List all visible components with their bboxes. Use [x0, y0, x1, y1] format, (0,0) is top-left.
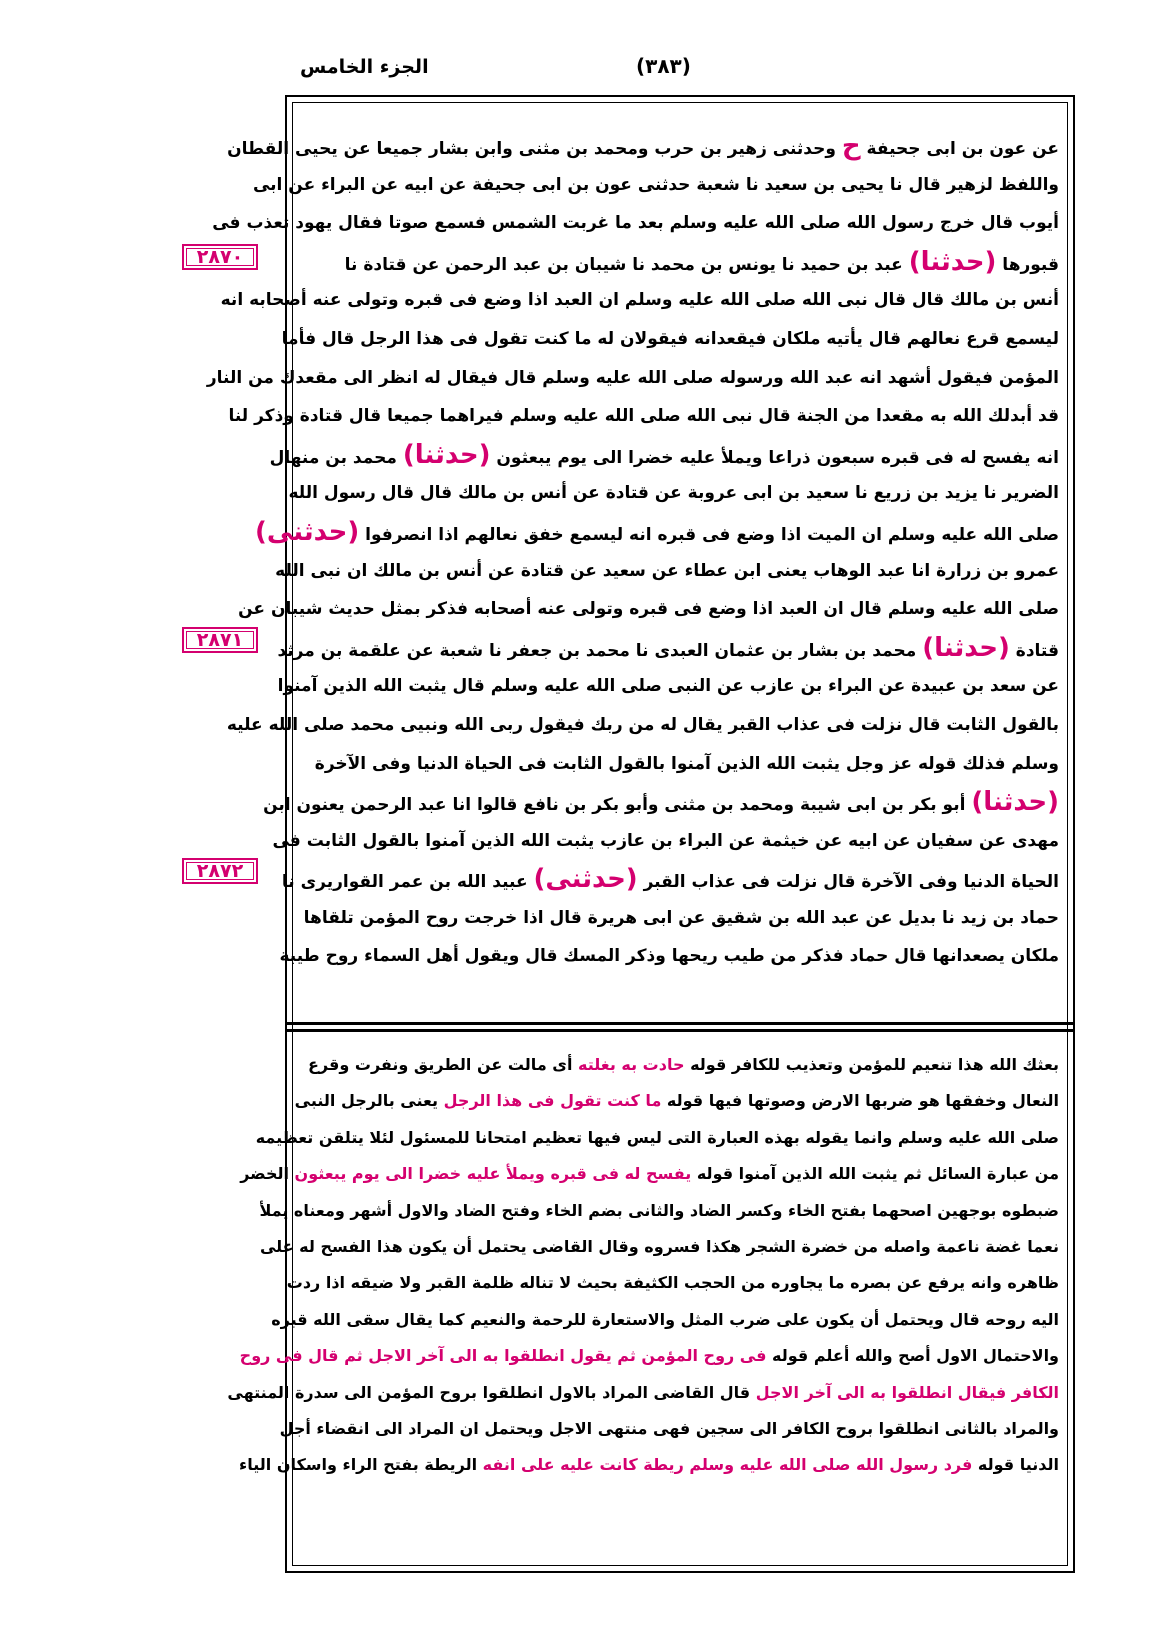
text-segment: واللفظ لزھیر قال نا یحیی بن سعید نا شعبة حدثنی عون بن ابی جحیفة عن ابیه عن البراء عن ابی: [252, 174, 1059, 195]
commentary-line: [259, 1229, 1059, 1265]
text-segment: الریطة بفتح الراء واسکان الیاء: [239, 1455, 483, 1475]
text-segment: عمرو بن زرارة انا عبد الوھاب یعنی ابن عطاء عن سعید عن قتادة عن أنس بن مالك ان نبی الله: [275, 560, 1059, 581]
text-segment: عن سعد بن عبیدة عن البراء بن عازب عن النبی صلی الله علیه وسلم قال یثبت الله الذین آمنوا: [277, 676, 1059, 697]
hadith-line: [272, 822, 1059, 861]
hadith-line: [277, 667, 1059, 706]
text-segment: قبورھا: [996, 254, 1059, 275]
text-segment: والمراد بالثانی انطلقوا بروح الکافر الی سجین فھی منتھی الاجل ویحتمل ان المراد الی انقضاء أجل: [279, 1418, 1059, 1438]
text-segment: الخضر: [240, 1164, 295, 1184]
commentary-line: [294, 1083, 1059, 1119]
text-segment: صلی الله علیه وسلم وانما یقوله بھذه العبارة التی لیس فیھا تعظیم امتحانا للمسئول لئلا یتلقن تعظیمه: [255, 1127, 1059, 1147]
text-segment: الیه روحه قال ویحتمل أن یکون علی ضرب المثل والاستعارة للرحمة والنعیم کما یقال سقی الله قبره: [271, 1309, 1059, 1329]
text-segment: أنس بن مالك قال قال نبی الله صلی الله علیه وسلم ان العبد اذا وضع فی قبره وتولی عنه أصحابه انه: [220, 290, 1059, 311]
narration-marker: (حدثنی): [255, 516, 360, 547]
highlighted-quote: فی روح المؤمن ثم یقول انطلقوا به الی آخر الاجل ثم قال فی روح: [239, 1346, 767, 1366]
text-segment: بالقول الثابت قال نزلت فی عذاب القبر یقال له من ربك فیقول ربی الله ونبیی محمد صلی الله علیه: [226, 714, 1059, 735]
text-segment: الدنیا قوله: [972, 1455, 1059, 1475]
text-segment: ضبطوه بوجھین اصحھما بفتح الخاء وکسر الضاد والثانی بضم الخاء وفتح الضاد والاول أشھر ومعناه یملأ: [259, 1200, 1059, 1220]
hadith-line: [255, 513, 1059, 552]
text-segment: مھدی عن سفیان عن ابیه عن خیثمة عن البراء بن عازب یثبت الله الذین آمنوا بالقول الثابت فی: [272, 830, 1059, 851]
commentary-line: [271, 1302, 1059, 1338]
header-part-title: الجزء الخامس: [300, 56, 429, 78]
section-divider: [287, 1022, 1073, 1032]
commentary-line: [259, 1193, 1059, 1229]
narration-marker: (حدثنی): [533, 864, 638, 895]
text-segment: انه یفسح له فی قبره سبعون ذراعا ویملأ علیه خضرا الی یوم یبعثون: [490, 447, 1059, 468]
text-segment: بعثك الله ھذا تنعیم للمؤمن وتعذیب للکافر قوله: [684, 1055, 1059, 1074]
text-segment: عبید الله بن عمر القواریری نا: [281, 872, 534, 893]
text-segment: قتادة: [1009, 640, 1059, 661]
text-segment: یعنی بالرجل النبی: [294, 1091, 444, 1111]
text-segment: عن عون بن ابی جحیفة: [860, 139, 1059, 159]
narration-marker: (حدثنا): [971, 787, 1059, 818]
text-segment: المؤمن فیقول أشھد انه عبد الله ورسوله صلی الله علیه وسلم قال فیقال له انظر الی مقعدك من النار: [206, 367, 1059, 388]
hadith-line: [277, 629, 1059, 668]
commentary-text-block: [227, 1047, 1059, 1484]
hadith-line: [281, 860, 1059, 899]
hadith-line: [288, 474, 1059, 513]
hadith-line: [212, 204, 1059, 243]
text-segment: قال القاضی المراد بالاول انطلقوا بروح المؤمن الی سدرة المنتھی: [227, 1382, 756, 1402]
hadith-line: [226, 706, 1059, 745]
text-segment: لیسمع قرع نعالھم قال یأتیه ملکان فیقعدانه فیقولان له ما کنت تقول فی ھذا الرجل قال فأما: [281, 328, 1059, 349]
hadith-line: [275, 552, 1059, 591]
narration-marker: (حدثنا): [402, 439, 491, 470]
text-segment: نعما غضة ناعمة واصله من خضرة الشجر ھکذا فسروه وقال القاضی یحتمل أن یکون ھذا الفسح له علی: [259, 1236, 1059, 1256]
text-segment: النعال وخفقھا ھو ضربھا الارض وصوتھا فیھا قوله: [661, 1091, 1059, 1111]
hadith-line: [206, 359, 1059, 398]
text-segment: أیوب قال خرج رسول الله صلی الله علیه وسلم بعد ما غربت الشمس فسمع صوتا فقال یھود تعذب فی: [212, 213, 1059, 234]
highlighted-quote: الکافر فیقال انطلقوا به الی آخر الاجل: [755, 1382, 1059, 1402]
commentary-line: [240, 1156, 1059, 1192]
text-segment: محمد بن بشار بن عثمان العبدی نا محمد بن جعفر نا شعبة عن علقمة بن مرثد: [277, 640, 923, 661]
text-segment: صلی الله علیه وسلم قال ان العبد اذا وضع فی قبره وتولی عنه أصحابه فذکر بمثل حدیث شیبان عن: [238, 599, 1059, 620]
hadith-line: [238, 590, 1059, 629]
hadith-number-2872: ٢٨٧٢: [182, 858, 258, 884]
text-segment: أی مالت عن الطریق ونفرت وقرع: [307, 1055, 579, 1074]
hadith-number-2870: ٢٨٧٠: [182, 244, 258, 270]
hadith-line: [220, 281, 1059, 320]
text-segment: من عبارة السائل ثم یثبت الله الذین آمنوا قوله: [691, 1164, 1059, 1184]
highlighted-quote: یفسح له فی قبره ویملأ علیه خضرا الی یوم یبعثون: [294, 1164, 692, 1184]
hadith-line: [279, 937, 1059, 976]
narration-marker: ح: [841, 131, 861, 161]
commentary-line: [307, 1047, 1059, 1083]
commentary-line: [279, 1411, 1059, 1447]
text-segment: صلی الله علیه وسلم ان المیت اذا وضع فی قبره انه لیسمع خفق نعالھم اذا انصرفوا: [359, 524, 1059, 545]
hadith-line: [227, 127, 1059, 166]
text-segment: الحیاة الدنیا وفی الآخرة قال نزلت فی عذاب القبر: [637, 872, 1059, 893]
text-segment: حماد بن زید نا بدیل عن عبد الله بن شقیق عن ابی ھریرة قال اذا خرجت روح المؤمن تلقاھا: [303, 907, 1059, 928]
commentary-line: [239, 1447, 1059, 1483]
text-segment: ملکان یصعدانھا قال حماد فذکر من طیب ریحھا وذکر المسك قال ویقول أھل السماء روح طیبة: [279, 946, 1059, 967]
text-segment: الضریر نا یزید بن زریع نا سعید بن ابی عروبة عن قتادة عن أنس بن مالك قال قال رسول الله: [288, 483, 1059, 504]
hadith-line: [269, 436, 1059, 475]
hadith-number-2871: ٢٨٧١: [182, 627, 258, 653]
text-segment: ظاھره وانه یرفع عن بصره ما یجاوره من الحجب الکثیفة بحیث لا تناله ظلمة القبر ولا ضیقه اذا ردت: [286, 1273, 1059, 1293]
highlighted-quote: فرد رسول الله صلی الله علیه وسلم ریطة کانت علیه علی انفه: [482, 1455, 973, 1475]
narration-marker: (حدثنا): [908, 246, 997, 277]
hadith-line: [307, 745, 1059, 784]
hadith-line: [303, 899, 1059, 938]
highlighted-quote: حادت به بغلته: [578, 1055, 685, 1074]
hadith-line: [228, 397, 1059, 436]
text-segment: والاحتمال الاول أصح والله أعلم قوله: [766, 1346, 1059, 1366]
commentary-line: [227, 1375, 1059, 1411]
text-segment: عبد بن حمید نا یونس بن محمد نا شیبان بن عبد الرحمن عن قتادة نا: [344, 254, 909, 275]
text-segment: قد أبدلك الله به مقعدا من الجنة قال نبی الله صلی الله علیه وسلم فیراھما جمیعا قال قتادة وذکر لنا: [228, 406, 1059, 427]
hadith-line: [263, 783, 1059, 822]
text-segment: وحدثنی زھیر بن حرب ومحمد بن مثنی وابن بشار جمیعا عن یحیی القطان: [227, 139, 842, 159]
text-segment: وسلم فذلك قوله عز وجل یثبت الله الذین آمنوا بالقول الثابت فی الحیاة الدنیا وفی الآخرة: [314, 753, 1059, 774]
commentary-line: [286, 1265, 1059, 1301]
hadith-line: [281, 320, 1059, 359]
text-segment: محمد بن منھال: [269, 447, 403, 468]
text-segment: أبو بکر بن ابی شیبة ومحمد بن مثنی وأبو بکر بن نافع قالوا انا عبد الرحمن یعنون ابن: [263, 795, 972, 816]
highlighted-quote: ما کنت تقول فی ھذا الرجل: [443, 1091, 662, 1111]
hadith-line: [252, 166, 1059, 205]
hadith-line: [307, 243, 1059, 282]
commentary-line: [239, 1338, 1059, 1374]
narration-marker: (حدثنا): [922, 632, 1010, 663]
commentary-line: [255, 1120, 1059, 1156]
page-number: (٣٨٣): [636, 54, 691, 78]
